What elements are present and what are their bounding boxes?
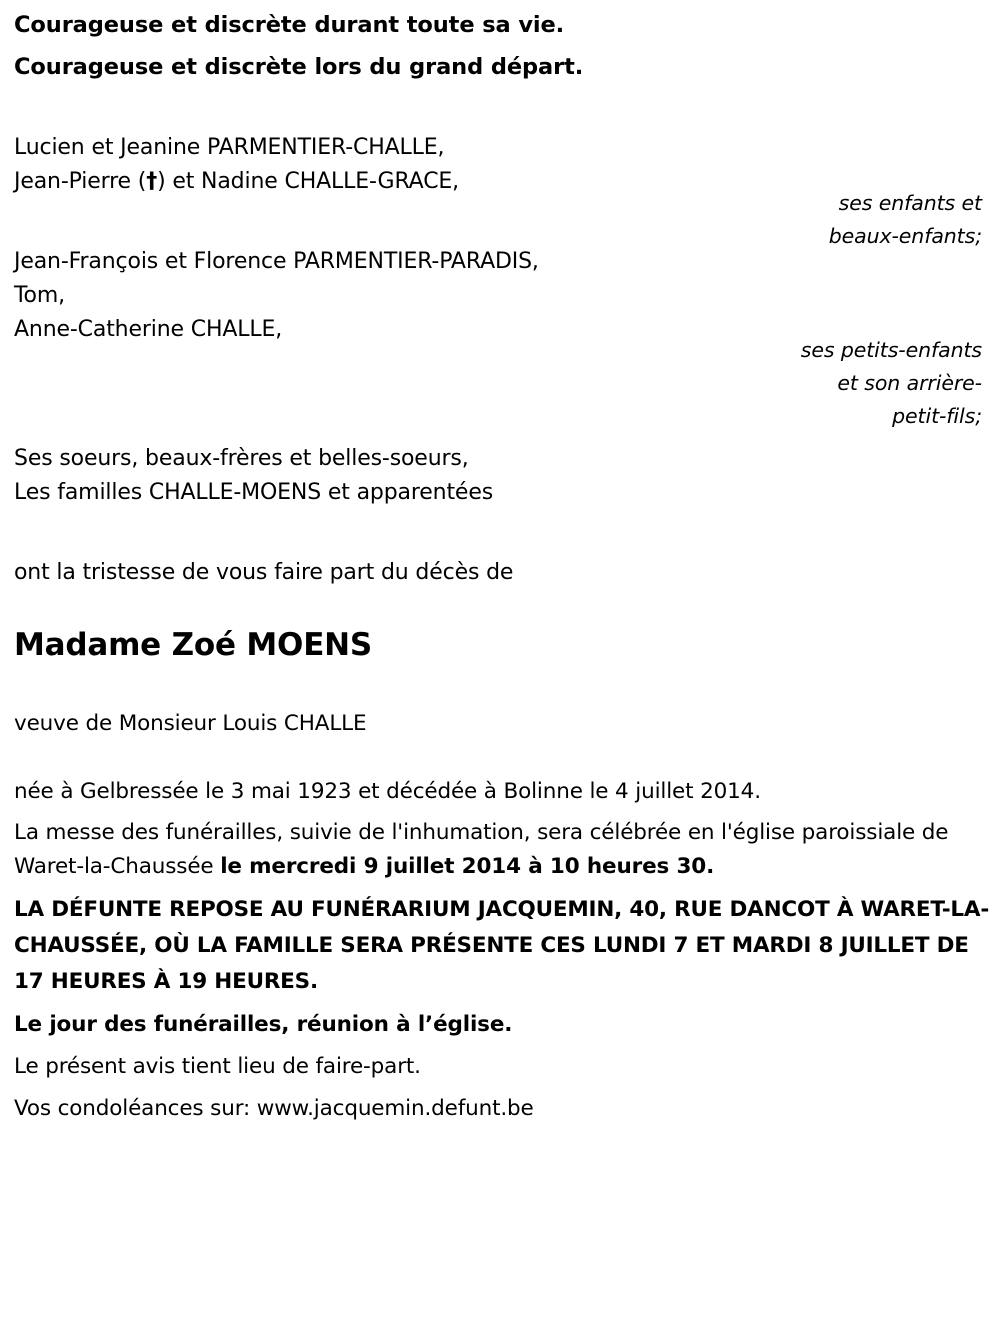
repose-block: LA DÉFUNTE REPOSE AU FUNÉRARIUM JACQUEMIN, 40, RUE DANCOT À WARET-LA-CHAUSSÉE, OÙ LA FAMILLE SERA PRÉSENTE CES LUNDI 7 ET MARDI 8 JUILLET DE 17 HEURES À 19 HEURES. bbox=[14, 897, 990, 994]
ceremony-paragraph bbox=[14, 816, 990, 884]
relatives-block bbox=[14, 442, 990, 510]
children-line-2: Jean-Pierre (†) et Nadine CHALLE-GRACE, bbox=[14, 169, 460, 194]
children-line-1: Lucien et Jeanine PARMENTIER-CHALLE, bbox=[14, 135, 445, 160]
ceremony-text-regular: La messe des funérailles, suivie de l'inhumation, sera célébrée en l'église paroissiale de Waret-la-Chaussée bbox=[14, 820, 949, 879]
grandchildren-annotation-line-2: et son arrière- bbox=[837, 371, 982, 395]
headline-line-1: Courageuse et discrète durant toute sa vie. bbox=[14, 12, 565, 38]
grandchildren-annotation-line-3: petit-fils; bbox=[892, 404, 982, 428]
spacer-after-name bbox=[14, 661, 990, 707]
ceremony-text-bold: le mercredi 9 juillet 2014 à 10 heures 30. bbox=[220, 854, 715, 879]
spacer-before-notice bbox=[14, 1041, 990, 1050]
deceased-name: Madame Zoé MOENS bbox=[14, 627, 373, 663]
spacer-before-condolences bbox=[14, 1083, 990, 1092]
grandchildren-annotation bbox=[562, 334, 982, 433]
spacer-after-relatives bbox=[14, 510, 990, 556]
spacer-before-reunion bbox=[14, 1000, 990, 1008]
children-annotation-line-2: beaux-enfants; bbox=[828, 224, 982, 248]
condolences-line: Vos condoléances sur: www.jacquemin.defunt.be bbox=[14, 1096, 534, 1121]
spacer-after-spouse bbox=[14, 740, 990, 775]
children-annotation-line-1: ses enfants et bbox=[838, 191, 982, 215]
children-annotation bbox=[562, 187, 982, 253]
grandchildren-block bbox=[14, 245, 990, 428]
grandchildren-line-3: Anne-Catherine CHALLE, bbox=[14, 317, 283, 342]
headline-block bbox=[14, 14, 990, 78]
spacer-before-name bbox=[14, 590, 990, 630]
dagger-icon: † bbox=[146, 169, 158, 194]
spacer-after-headline bbox=[14, 97, 990, 131]
spacer-before-ceremony bbox=[14, 808, 990, 816]
grandchildren-annotation-line-1: ses petits-enfants bbox=[800, 338, 982, 362]
grandchildren-line-2: Tom, bbox=[14, 283, 65, 308]
birth-death-line: née à Gelbressée le 3 mai 1923 et décédée à Bolinne le 4 juillet 2014. bbox=[14, 779, 761, 804]
relatives-line-2: Les familles CHALLE-MOENS et apparentées bbox=[14, 480, 494, 505]
spacer-before-repose bbox=[14, 884, 990, 892]
reunion-line: Le jour des funérailles, réunion à l’église. bbox=[14, 1012, 513, 1037]
children-block bbox=[14, 131, 990, 248]
spouse-line: veuve de Monsieur Louis CHALLE bbox=[14, 711, 367, 736]
announcement-line: ont la tristesse de vous faire part du décès de bbox=[14, 560, 514, 585]
headline-line-2: Courageuse et discrète lors du grand départ. bbox=[14, 53, 584, 80]
grandchildren-line-1: Jean-François et Florence PARMENTIER-PARADIS, bbox=[14, 249, 539, 274]
notice-line: Le présent avis tient lieu de faire-part. bbox=[14, 1054, 421, 1079]
relatives-line-1: Ses soeurs, beaux-frères et belles-soeurs, bbox=[14, 446, 469, 471]
